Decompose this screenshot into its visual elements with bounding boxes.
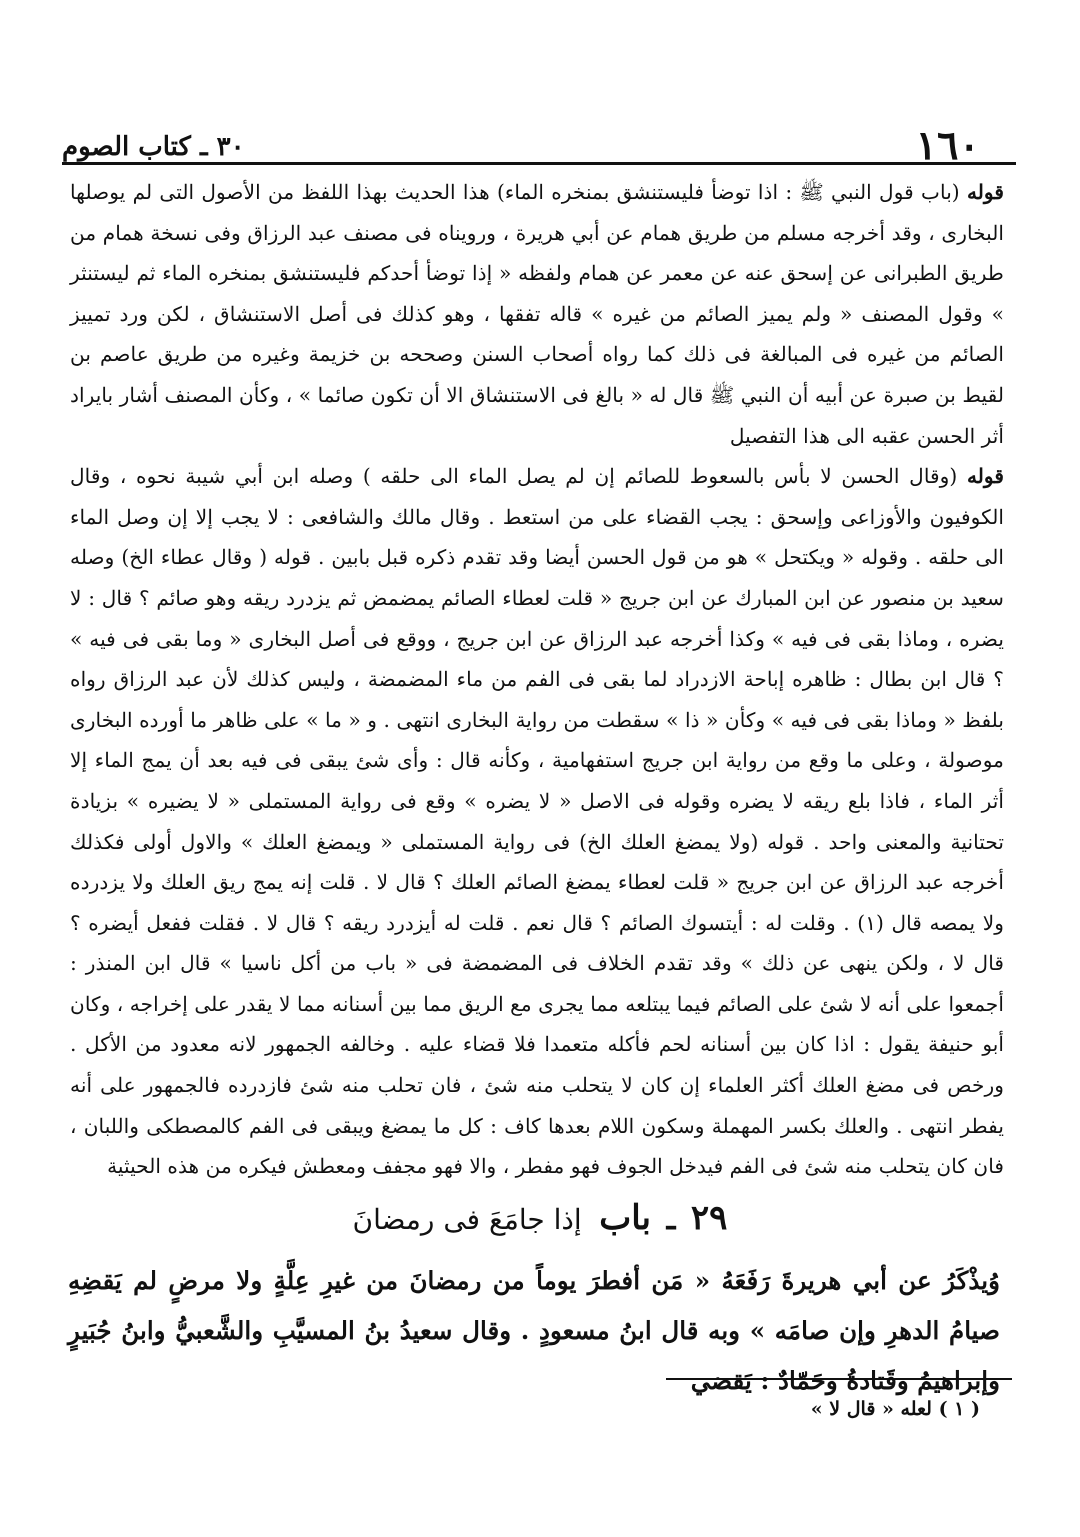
chapter-bab-label: باب — [599, 1198, 652, 1238]
chapter-heading — [70, 1196, 1010, 1242]
footnote: ( ١ ) لعله « قال لا » — [810, 1398, 980, 1420]
paragraph-text: (وقال الحسن لا بأس بالسعوط للصائم إن لم يصل الماء الى حلقه ) وصله ابن أبي شيبة نحوه ، وقال الكوفيون والأوزاعى وإسحق : يجب القضاء على من استعط . وقال مالك والشافعى : لا يجب إلا إن وصل الماء الى حلقه . وقوله « ويكتحل » هو من قول الحسن أيضا وقد تقدم ذكره قبل بابين . قوله ( وقال عطاء الخ) وصله سعيد بن منصور عن ابن المبارك عن ابن جريج « قلت لعطاء الصائم يمضمض ثم يزدرد ريقه وهو صائم ؟ قال : لا يضره ، وماذا بقى فى فيه » وكذا أخرجه عبد الرزاق عن ابن جريج ، ووقع فى أصل البخارى « وما بقى فى فيه » ؟ قال ابن بطال : ظاهره إباحة الازدراد لما بقى فى الفم من ماء المضمضة ، وليس كذلك لأن عبد الرزاق رواه بلفظ « وماذا بقى فى فيه » وكأن « ذا » سقطت من رواية البخارى انتهى . و « ما » على ظاهر ما أورده البخارى موصولة ، وعلى ما وقع من رواية ابن جريج استفهامية ، وكأنه قال : وأى شئ يبقى فى فيه بعد أن يمج الماء إلا أثر الماء ، فاذا بلع ريقه لا يضره وقوله فى الاصل « لا يضره » وقع فى رواية المستملى « لا يضيره » بزيادة تحتانية والمعنى واحد . قوله (ولا يمضغ العلك الخ) فى رواية المستملى « ويمضغ العلك » والاول أولى فكذلك أخرجه عبد الرزاق عن ابن جريج « قلت لعطاء يمضغ الصائم العلك ؟ قال لا . قلت إنه يمج ريق العلك ولا يزدرده ولا يمصه قال (١) . وقلت له : أيتسوك الصائم ؟ قال نعم . قلت له أيزدرد ريقه ؟ قال لا . فقلت ففعل أيضره ؟ قال لا ، ولكن ينهى عن ذلك » وقد تقدم الخلاف فى المضمضة فى « باب من أكل ناسيا » قال ابن المنذر : أجمعوا على أنه لا شئ على الصائم فيما يبتلعه مما يجرى مع الريق مما بين أسنانه مما لا يقدر على إخراجه ، وكان أبو حنيفة يقول : اذا كان بين أسنانه لحم فأكله متعمدا فلا قضاء عليه . وخالفه الجمهور لانه معدود من الأكل . ورخص فى مضغ العلك أكثر العلماء إن كان لا يتحلب منه شئ ، فان تحلب منه شئ فازدرده فالجمهور على أنه يفطر انتهى . والعلك بكسر المهملة وسكون اللام بعدها كاف : كل ما يمضغ ويبقى فى الفم كالمصطكى واللبان ، فان كان يتحلب منه شئ فى الفم فيدخل الجوف فهو مفطر ، والا فهو مجفف ومعطش فيكره من هذه الحيثية — [70, 464, 1004, 1179]
qawluh-marker: قوله — [966, 180, 1004, 204]
hadith-text-block — [68, 1256, 1000, 1406]
qawluh-marker: قوله — [966, 464, 1004, 489]
chapter-dash: ـ — [666, 1202, 676, 1237]
header-rule — [62, 162, 1016, 165]
chapter-number: ٢٩ — [690, 1198, 728, 1238]
page-number: ١٦٠ — [915, 122, 980, 169]
commentary-paragraph — [70, 172, 1004, 456]
commentary-body — [70, 172, 1004, 1187]
commentary-paragraph — [70, 456, 1004, 1187]
hadith-text: وُيذْكَرُ عن أبي هريرةَ رَفَعَهُ « مَن أفطرَ يوماً من رمضانَ من غيرِ عِلَّةٍ ولا مرضٍ لم يَقضِهِ صيامُ الدهرِ وإن صامَه » وبه قال ابنُ مسعودٍ . وقال سعيدُ بنُ المسيَّبِ والشَّعبيُّ وابنُ جُبَيرٍ وإبراهيمُ وقَتادةُ وحَمّادٌ : يَقضي — [68, 1266, 1000, 1395]
chapter-title: إذا جامَعَ فى رمضانَ — [352, 1203, 582, 1236]
footnote-rule — [666, 1378, 1012, 1380]
running-title: ٣٠ ـ كتاب الصوم — [62, 132, 245, 162]
paragraph-text: (باب قول النبي ﷺ : اذا توضأ فليستنشق بمنخره الماء) هذا الحديث بهذا اللفظ من الأصول التى لم يوصلها البخارى ، وقد أخرجه مسلم من طريق همام عن أبي هريرة ، ورويناه فى مصنف عبد الرزاق وفى نسخة همام من طريق الطبرانى عن إسحق عنه عن معمر عن همام ولفظه « إذا توضأ أحدكم فليستنشق بمنخره الماء ثم ليستنثر » وقول المصنف « ولم يميز الصائم من غيره » قاله تفقها ، وهو كذلك فى أصل الاستنشاق ، لكن ورد تمييز الصائم من غيره فى المبالغة فى ذلك كما رواه أصحاب السنن وصححه بن خزيمة وغيره من طريق عاصم بن لقيط بن صبرة عن أبيه أن النبي ﷺ قال له « بالغ فى الاستنشاق الا أن تكون صائما » ، وكأن المصنف أشار بايراد أثر الحسن عقبه الى هذا التفصيل — [70, 180, 1004, 448]
